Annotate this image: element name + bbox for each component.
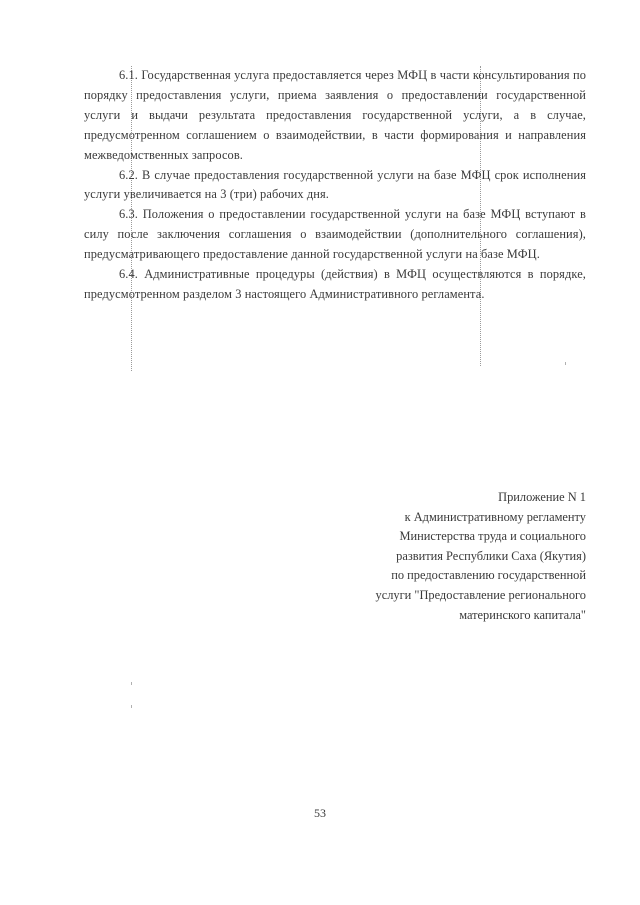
- appendix-line: Приложение N 1: [498, 490, 586, 504]
- appendix-line: к Административному регламенту: [404, 509, 586, 524]
- appendix-line: по предоставлению государственной: [391, 568, 586, 583]
- paragraph-6-3: 6.3. Положения о предоставлении государственной услуги на базе МФЦ вступают в силу после заключения соглашения о взаимодействии (дополнительного соглашения), предусматривающего предоставление данной государственной услуги на базе МФЦ.: [84, 207, 586, 262]
- appendix-line: услуги "Предоставление регионального: [375, 587, 586, 602]
- page-number: 53: [314, 806, 326, 820]
- scan-artifact-dot: [131, 682, 132, 685]
- paragraph-6-2: 6.2. В случае предоставления государственной услуги на базе МФЦ срок исполнения услуги увеличивается на 3 (три) рабочих дня.: [84, 167, 586, 202]
- paragraph-6-4: 6.4. Административные процедуры (действия) в МФЦ осуществляются в порядке, предусмотренном разделом 3 настоящего Административного регламента.: [84, 267, 586, 301]
- paragraph-6-1: 6.1. Государственная услуга предоставляется через МФЦ в части консультирования по порядку предоставления услуги, приема заявления о предоставлении государственной услуги и выдачи результата предоставления государственной услуги, а в случае, предусмотренном соглашением о взаимодействии, в части формирования и направления межведомственных запросов.: [84, 68, 586, 162]
- appendix-line: развития Республики Саха (Якутия): [396, 548, 586, 563]
- appendix-heading: [246, 488, 586, 625]
- scan-artifact-dot: [131, 705, 132, 708]
- appendix-line: материнского капитала": [459, 607, 586, 622]
- appendix-line: Министерства труда и социального: [399, 529, 586, 544]
- scan-artifact-dot: [565, 362, 566, 365]
- body-text: [84, 66, 586, 305]
